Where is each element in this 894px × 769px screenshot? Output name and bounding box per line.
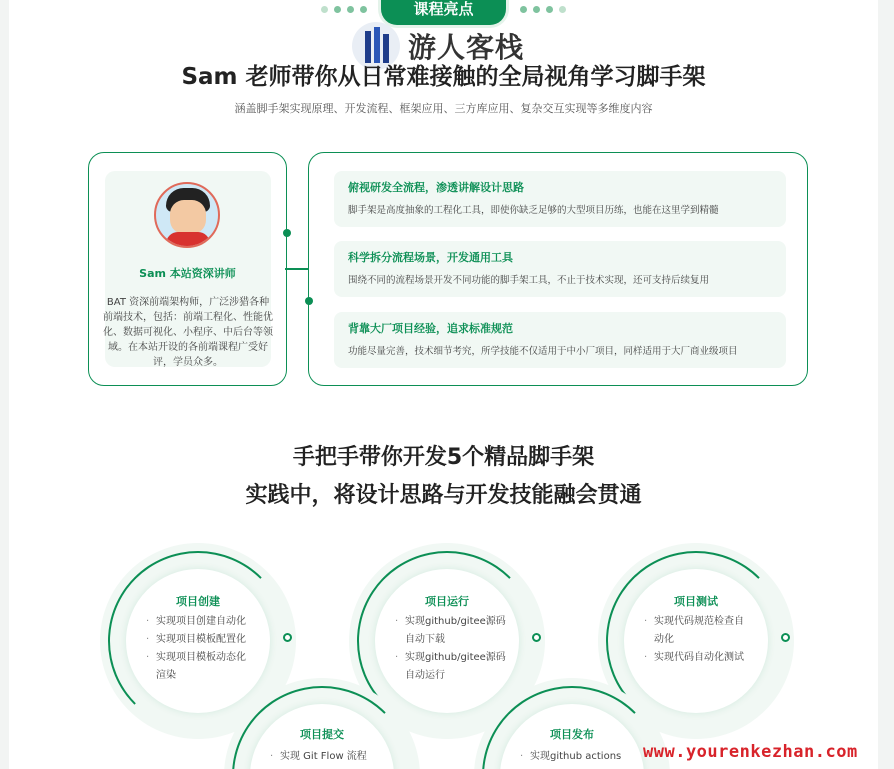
section-badge: 课程亮点 [381, 0, 505, 25]
site-watermark: www.yourenkezhan.com [643, 742, 858, 762]
project-item: · 实现github actions [520, 748, 621, 766]
project-item: · 实现github/gitee源码自动下载 [395, 613, 513, 649]
project-title: 项目提交 [300, 728, 344, 741]
feature-title: 科学拆分流程场景，开发通用工具 [348, 251, 513, 264]
teacher-name: Sam 本站资深讲师 [139, 267, 236, 280]
project-item: · 实现代码自动化测试 [644, 649, 744, 667]
feature-title: 俯视研发全流程，渗透讲解设计思路 [348, 181, 524, 194]
feature-desc: 功能尽量完善，技术细节考究，所学技能不仅适用于中小厂项目，同样适用于大厂商业级项目 [348, 346, 738, 357]
page-subtitle: 涵盖脚手架实现原理、开发流程、框架应用、三方库应用、复杂交互实现等多维度内容 [234, 102, 653, 115]
feature-desc: 脚手架是高度抽象的工程化工具，即使你缺乏足够的大型项目历练，也能在这里学到精髓 [348, 205, 719, 216]
project-card-publish [474, 678, 670, 769]
project-item: · 实现github/gitee源码自动运行 [395, 649, 513, 685]
course-highlights-page [9, 0, 878, 769]
project-title: 项目运行 [425, 595, 469, 608]
section-heading-line2: 实践中，将设计思路与开发技能融会贯通 [245, 483, 642, 508]
feature-item [334, 312, 786, 368]
connector-dot [283, 229, 291, 237]
decor-dots-right [520, 6, 566, 13]
feature-desc: 围绕不同的流程场景开发不同功能的脚手架工具，不止于技术实现，还可支持后续复用 [348, 275, 710, 286]
project-item: · 实现代码规范检查自动化 [644, 613, 744, 649]
project-item: · 实现项目模板动态化渲染 [146, 649, 252, 685]
project-items [644, 613, 744, 667]
project-items [520, 748, 621, 766]
project-item: · 实现 Git Flow 流程 [270, 748, 367, 766]
project-items [395, 613, 513, 685]
project-item: · 实现项目模板配置化 [146, 631, 252, 649]
project-title: 项目发布 [550, 728, 594, 741]
feature-title: 背靠大厂项目经验，追求标准规范 [348, 322, 513, 335]
project-items [146, 613, 252, 685]
project-title: 项目测试 [674, 595, 718, 608]
project-item: · 实现项目创建自动化 [146, 613, 252, 631]
teacher-description: BAT 资深前端架构师，广泛涉猎各种前端技术，包括：前端工程化、性能优化、数据可视化、小程序、中后台等领域。在本站开设的各前端课程广受好评，学员众多。 [103, 297, 273, 368]
connector-line [285, 268, 309, 270]
project-card-commit [224, 678, 420, 769]
page-title: Sam 老师带你从日常难接触的全局视角学习脚手架 [181, 64, 706, 90]
teacher-avatar [154, 182, 220, 248]
feature-item [334, 241, 786, 297]
section-heading-line1: 手把手带你开发5个精品脚手架 [292, 445, 595, 470]
project-title: 项目创建 [176, 595, 220, 608]
logo-text: 游人客栈 [408, 31, 525, 64]
feature-item [334, 171, 786, 227]
project-items [270, 748, 367, 766]
decor-dots-left [321, 6, 367, 13]
